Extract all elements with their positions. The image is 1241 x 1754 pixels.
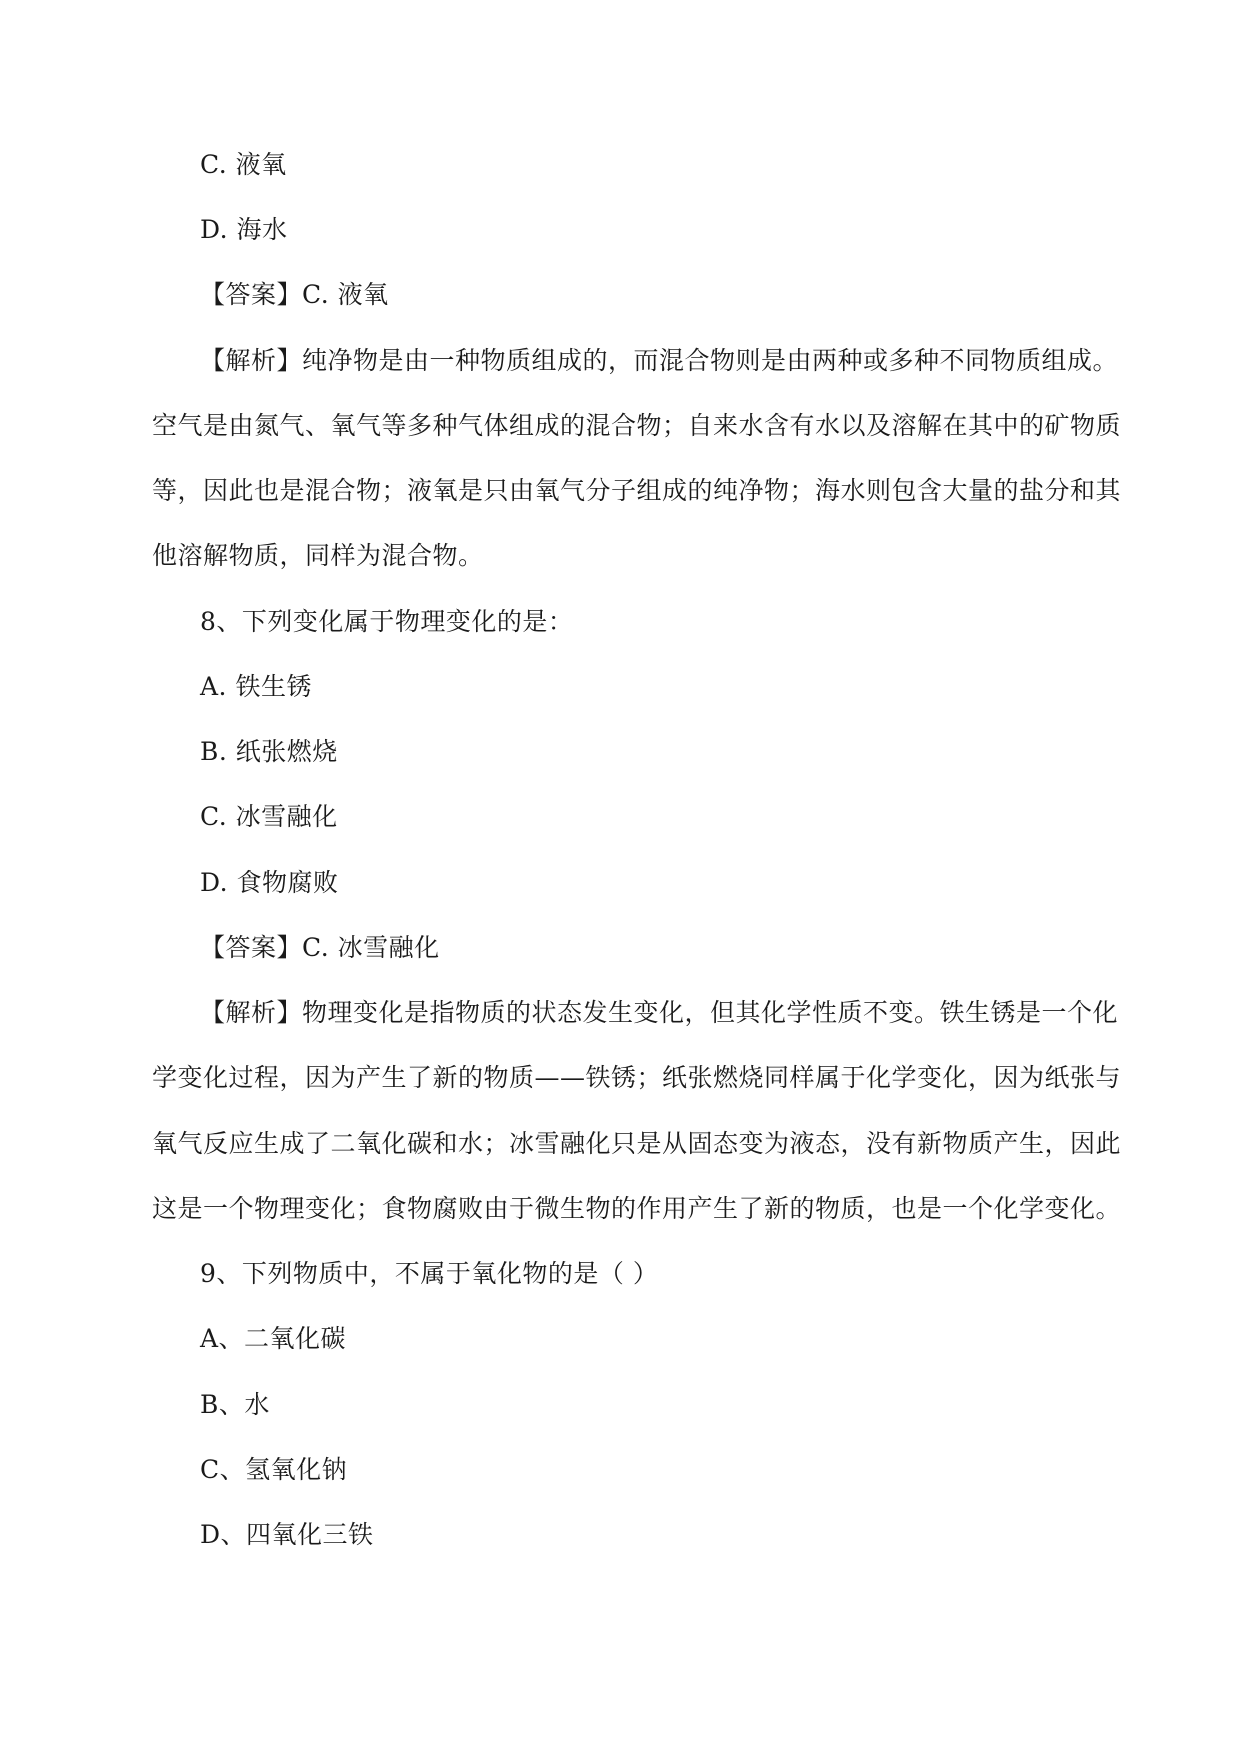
option-a-rust: A. 铁生锈 bbox=[200, 672, 312, 701]
explanation-q8-line-1: 【解析】物理变化是指物质的状态发生变化，但其化学性质不变。铁生锈是一个化 bbox=[200, 998, 1119, 1027]
answer-q7: 【答案】C. 液氧 bbox=[200, 280, 389, 309]
explanation-q8-line-2: 学变化过程，因为产生了新的物质——铁锈；纸张燃烧同样属于化学变化，因为纸张与 bbox=[152, 1063, 1122, 1092]
question-8: 8、下列变化属于物理变化的是： bbox=[200, 607, 574, 636]
answer-q8: 【答案】C. 冰雪融化 bbox=[200, 933, 440, 962]
explanation-q7-line-1: 【解析】纯净物是由一种物质组成的，而混合物则是由两种或多种不同物质组成。 bbox=[200, 346, 1119, 375]
option-c-sodium-hydroxide: C、氢氧化钠 bbox=[200, 1455, 348, 1484]
question-9: 9、下列物质中，不属于氧化物的是（ ） bbox=[200, 1259, 659, 1288]
option-b-paper-burning: B. 纸张燃烧 bbox=[200, 737, 338, 766]
option-d-seawater: D. 海水 bbox=[200, 215, 288, 244]
option-c-liquid-oxygen: C. 液氧 bbox=[200, 150, 287, 179]
option-b-water: B、水 bbox=[200, 1390, 270, 1419]
option-d-food-decay: D. 食物腐败 bbox=[200, 868, 339, 897]
explanation-q8-line-3: 氧气反应生成了二氧化碳和水；冰雪融化只是从固态变为液态，没有新物质产生，因此 bbox=[152, 1129, 1122, 1158]
explanation-q7-line-4: 他溶解物质，同样为混合物。 bbox=[152, 541, 484, 570]
explanation-q8-line-4: 这是一个物理变化；食物腐败由于微生物的作用产生了新的物质，也是一个化学变化。 bbox=[152, 1194, 1122, 1223]
option-c-ice-melting: C. 冰雪融化 bbox=[200, 802, 338, 831]
option-a-carbon-dioxide: A、二氧化碳 bbox=[200, 1324, 347, 1353]
explanation-q7-line-3: 等，因此也是混合物；液氧是只由氧气分子组成的纯净物；海水则包含大量的盐分和其 bbox=[152, 476, 1122, 505]
option-d-iron-oxide: D、四氧化三铁 bbox=[200, 1520, 374, 1549]
explanation-q7-line-2: 空气是由氮气、氧气等多种气体组成的混合物；自来水含有水以及溶解在其中的矿物质 bbox=[152, 411, 1122, 440]
